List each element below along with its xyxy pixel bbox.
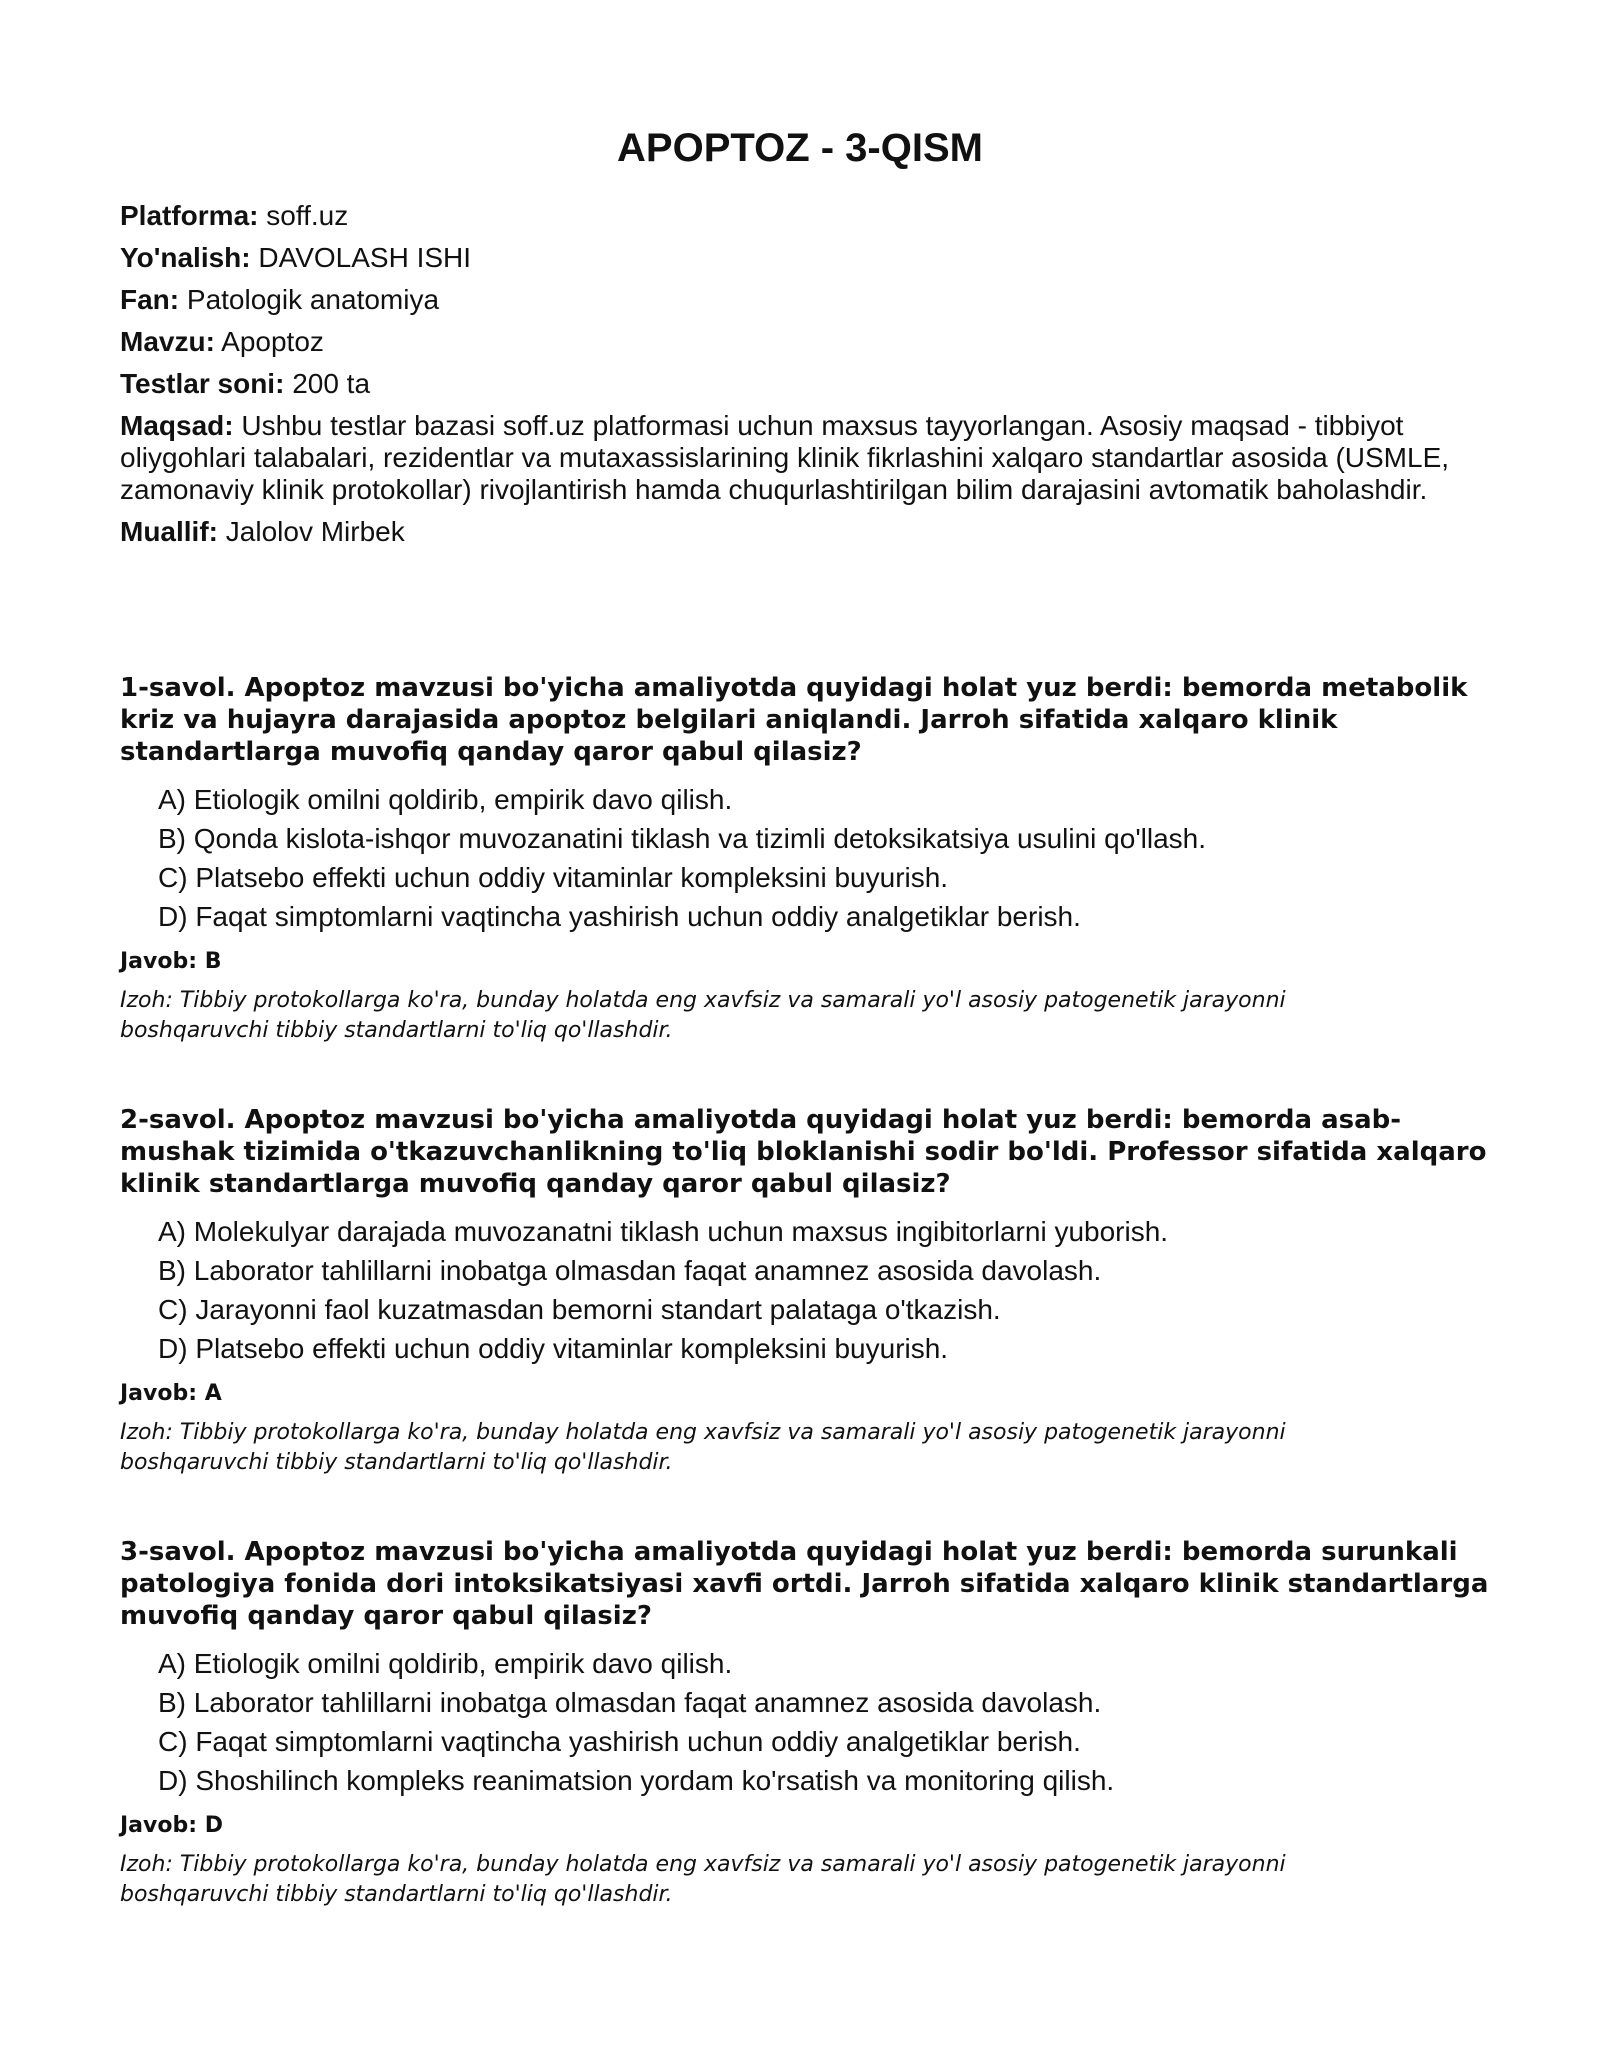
answer-value: B — [204, 949, 222, 974]
page-title: APOPTOZ - 3-QISM — [617, 126, 983, 170]
question-list — [120, 672, 1500, 1968]
meta-key: Mavzu: — [120, 326, 215, 357]
meta-value: 200 ta — [292, 368, 371, 399]
option-b: B) Laborator tahlillarni inobatga olmasdan faqat anamnez asosida davolash. — [158, 1687, 1102, 1718]
meta-goal — [120, 410, 1490, 506]
meta-subject — [120, 284, 1490, 316]
option-list — [120, 780, 1500, 936]
meta-value: Patologik anatomiya — [186, 284, 440, 315]
answer-value: A — [204, 1381, 222, 1406]
option-c: C) Faqat simptomlarni vaqtincha yashirish uchun oddiy analgetiklar berish. — [158, 1726, 1081, 1757]
explanation-text: Izoh: Tibbiy protokollarga ko'ra, bunday holatda eng xavfsiz va samarali yo'l asosiy patogenetik jarayonni boshqaruvchi tibbiy standartlarni to'liq qo'llashdir. — [120, 1852, 1286, 1907]
answer-label: Javob: — [120, 1813, 198, 1838]
meta-test-count — [120, 368, 1490, 400]
question-3 — [120, 1536, 1500, 1910]
answer-label: Javob: — [120, 1381, 198, 1406]
option-d: D) Platsebo effekti uchun oddiy vitaminlar kompleksini buyurish. — [158, 1333, 949, 1364]
answer-value: D — [204, 1813, 223, 1838]
explanation-text: Izoh: Tibbiy protokollarga ko'ra, bunday holatda eng xavfsiz va samarali yo'l asosiy patogenetik jarayonni boshqaruvchi tibbiy standartlarni to'liq qo'llashdir. — [120, 988, 1286, 1043]
question-text: 2-savol. Apoptoz mavzusi bo'yicha amaliyotda quyidagi holat yuz berdi: bemorda asab-mushak tizimida o'tkazuvchanlikning to'liq bloklanishi sodir bo'ldi. Professor sifatida xalqaro klinik standartlarga muvofiq qanday qaror qabul qilasiz? — [120, 1105, 1487, 1199]
meta-value: Apoptoz — [221, 326, 324, 357]
option-a: A) Etiologik omilni qoldirib, empirik davo qilish. — [158, 1648, 733, 1679]
document-meta — [120, 200, 1490, 558]
option-c: C) Platsebo effekti uchun oddiy vitaminlar kompleksini buyurish. — [158, 862, 949, 893]
meta-key: Fan: — [120, 284, 180, 315]
option-d: D) Shoshilinch kompleks reanimatsion yordam ko'rsatish va monitoring qilish. — [158, 1765, 1115, 1796]
meta-key: Maqsad: — [120, 410, 234, 441]
explanation-text: Izoh: Tibbiy protokollarga ko'ra, bunday holatda eng xavfsiz va samarali yo'l asosiy patogenetik jarayonni boshqaruvchi tibbiy standartlarni to'liq qo'llashdir. — [120, 1420, 1286, 1475]
option-d: D) Faqat simptomlarni vaqtincha yashirish uchun oddiy analgetiklar berish. — [158, 901, 1081, 932]
meta-direction — [120, 242, 1490, 274]
option-list — [120, 1212, 1500, 1368]
meta-value: Ushbu testlar bazasi soff.uz platformasi uchun maxsus tayyorlangan. Asosiy maqsad - tibbiyot oliygohlari talabalari, rezidentlar va mutaxassislarining klinik fikrlashini xalqaro standartlar asosida (USMLE, zamonaviy klinik protokollar) rivojlantirish hamda chuqurlashtirilgan bilim darajasini avtomatik baholashdir. — [120, 410, 1450, 505]
meta-platform — [120, 200, 1490, 232]
meta-key: Platforma: — [120, 200, 259, 231]
meta-value: Jalolov Mirbek — [225, 516, 405, 547]
option-a: A) Etiologik omilni qoldirib, empirik davo qilish. — [158, 784, 733, 815]
option-a: A) Molekulyar darajada muvozanatni tiklash uchun maxsus ingibitorlarni yuborish. — [158, 1216, 1169, 1247]
option-b: B) Laborator tahlillarni inobatga olmasdan faqat anamnez asosida davolash. — [158, 1255, 1102, 1286]
meta-topic — [120, 326, 1490, 358]
question-2 — [120, 1104, 1500, 1478]
answer-line — [120, 948, 1500, 976]
question-text: 1-savol. Apoptoz mavzusi bo'yicha amaliyotda quyidagi holat yuz berdi: bemorda metabolik kriz va hujayra darajasida apoptoz belgilari aniqlandi. Jarroh sifatida xalqaro klinik standartlarga muvofiq qanday qaror qabul qilasiz? — [120, 673, 1468, 767]
meta-key: Muallif: — [120, 516, 218, 547]
answer-line — [120, 1812, 1500, 1840]
meta-key: Testlar soni: — [120, 368, 285, 399]
meta-key: Yo'nalish: — [120, 242, 251, 273]
meta-value: soff.uz — [266, 200, 349, 231]
meta-value: DAVOLASH ISHI — [258, 242, 472, 273]
option-c: C) Jarayonni faol kuzatmasdan bemorni standart palataga o'tkazish. — [158, 1294, 1001, 1325]
answer-line — [120, 1380, 1500, 1408]
meta-author — [120, 516, 1490, 548]
question-1 — [120, 672, 1500, 1046]
answer-label: Javob: — [120, 949, 198, 974]
question-text: 3-savol. Apoptoz mavzusi bo'yicha amaliyotda quyidagi holat yuz berdi: bemorda surunkali patologiya fonida dori intoksikatsiyasi xavfi ortdi. Jarroh sifatida xalqaro klinik standartlarga muvofiq qanday qaror qabul qilasiz? — [120, 1537, 1489, 1631]
option-b: B) Qonda kislota-ishqor muvozanatini tiklash va tizimli detoksikatsiya usulini qo'llash. — [158, 823, 1207, 854]
option-list — [120, 1644, 1500, 1800]
